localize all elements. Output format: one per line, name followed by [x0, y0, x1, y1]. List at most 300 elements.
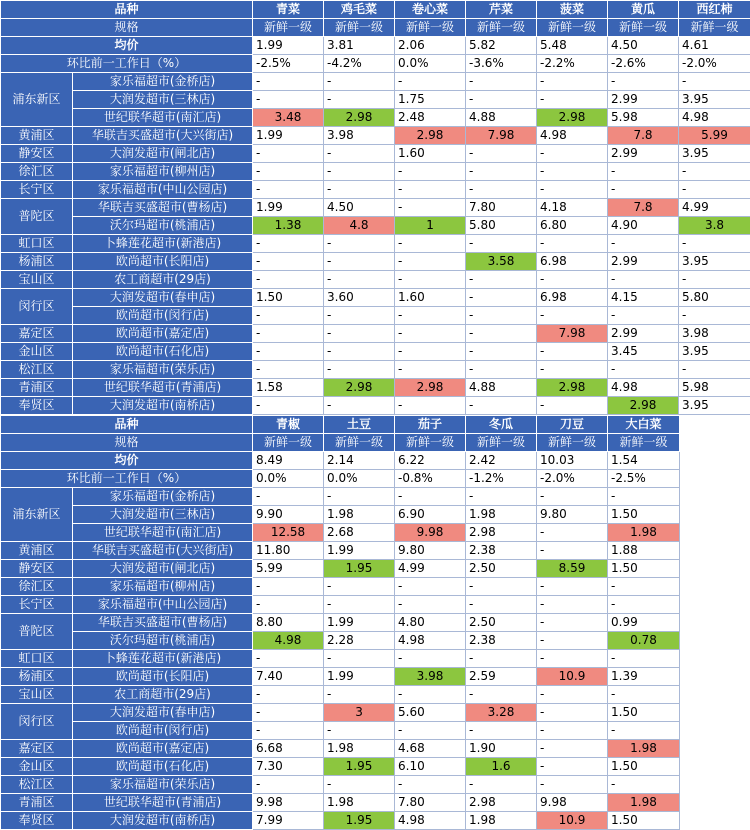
price-cell: - [679, 181, 750, 199]
price-cell: - [395, 722, 466, 740]
price-cell: 3.48 [253, 109, 324, 127]
spec-value: 新鲜一级 [253, 434, 324, 452]
vegetable-name: 大白菜 [608, 416, 680, 434]
price-cell: 1.50 [608, 758, 680, 776]
price-cell: - [466, 397, 537, 415]
district-name: 闵行区 [1, 289, 73, 325]
vegetable-name: 青菜 [253, 1, 324, 19]
district-name: 虹口区 [1, 650, 73, 668]
price-cell: 1.99 [324, 668, 395, 686]
price-cell: 0.78 [608, 632, 680, 650]
price-cell: - [324, 73, 395, 91]
price-cell: - [253, 776, 324, 794]
price-cell: - [324, 397, 395, 415]
store-name: 世纪联华超市(青浦店) [73, 379, 253, 397]
district-name: 金山区 [1, 758, 73, 776]
change-percent: -4.2% [324, 55, 395, 73]
variety-label: 品种 [1, 416, 253, 434]
store-name: 家乐福超市(中山公园店) [73, 181, 253, 199]
store-name: 华联吉买盛超市(大兴街店) [73, 542, 253, 560]
variety-label: 品种 [1, 1, 253, 19]
price-cell: 1.98 [608, 524, 680, 542]
store-name: 家乐福超市(柳州店) [73, 578, 253, 596]
price-cell: 1.98 [324, 794, 395, 812]
price-cell: - [324, 776, 395, 794]
price-cell: 3.95 [679, 145, 750, 163]
price-cell: - [537, 235, 608, 253]
price-cell: - [608, 488, 680, 506]
price-cell: 7.99 [253, 812, 324, 830]
price-cell: - [466, 91, 537, 109]
price-cell: - [395, 650, 466, 668]
price-cell: - [253, 397, 324, 415]
vegetable-name: 菠菜 [537, 1, 608, 19]
avg-price: 5.48 [537, 37, 608, 55]
price-cell: 2.98 [395, 379, 466, 397]
price-cell: - [466, 325, 537, 343]
price-cell: 1.39 [608, 668, 680, 686]
price-cell: 1.58 [253, 379, 324, 397]
price-cell: 2.38 [466, 542, 537, 560]
price-cell: - [537, 307, 608, 325]
spec-row [1, 19, 750, 37]
price-cell: 1.95 [324, 560, 395, 578]
price-cell: - [253, 361, 324, 379]
price-cell: - [253, 325, 324, 343]
store-name: 欧尚超市(长阳店) [73, 668, 253, 686]
store-name: 家乐福超市(荣乐店) [73, 361, 253, 379]
price-cell: 7.80 [395, 794, 466, 812]
price-cell: - [537, 740, 608, 758]
spec-row [1, 434, 680, 452]
price-cell: 2.50 [466, 560, 537, 578]
price-cell: 5.99 [253, 560, 324, 578]
price-cell: 1.75 [395, 91, 466, 109]
table-row [1, 127, 750, 145]
price-cell: - [608, 73, 679, 91]
price-cell: 1.99 [253, 199, 324, 217]
price-cell: 9.90 [253, 506, 324, 524]
price-cell: 4.99 [679, 199, 750, 217]
price-cell: - [253, 235, 324, 253]
change-row [1, 470, 680, 488]
vegetable-name: 青椒 [253, 416, 324, 434]
vegetable-name: 刀豆 [537, 416, 608, 434]
store-name: 卜蜂莲花超市(新港店) [73, 650, 253, 668]
store-name: 欧尚超市(嘉定店) [73, 325, 253, 343]
district-name: 虹口区 [1, 235, 73, 253]
price-cell: - [608, 181, 679, 199]
price-cell: 1.50 [608, 812, 680, 830]
price-cell: - [324, 722, 395, 740]
price-cell: - [324, 91, 395, 109]
price-cell: 6.80 [537, 217, 608, 235]
change-percent: 0.0% [324, 470, 395, 488]
price-cell: 4.98 [537, 127, 608, 145]
price-cell: - [679, 73, 750, 91]
price-cell: - [608, 776, 680, 794]
price-cell: - [395, 578, 466, 596]
price-cell: 4.8 [324, 217, 395, 235]
price-cell: - [466, 145, 537, 163]
spec-value: 新鲜一级 [253, 19, 324, 37]
district-name: 普陀区 [1, 614, 73, 650]
store-name: 农工商超市(29店) [73, 271, 253, 289]
table-row [1, 109, 750, 127]
price-cell: 3.98 [679, 325, 750, 343]
price-cell: 4.90 [608, 217, 679, 235]
price-cell: - [395, 397, 466, 415]
price-cell: - [537, 488, 608, 506]
price-cell: 3.58 [466, 253, 537, 271]
price-cell: - [253, 704, 324, 722]
price-cell: 6.98 [537, 253, 608, 271]
price-cell: - [679, 307, 750, 325]
price-cell: - [608, 163, 679, 181]
table-row [1, 722, 680, 740]
change-percent: -3.6% [466, 55, 537, 73]
spec-value: 新鲜一级 [395, 19, 466, 37]
price-cell: - [537, 73, 608, 91]
price-cell: - [466, 488, 537, 506]
price-cell: 4.88 [466, 109, 537, 127]
price-cell: - [466, 163, 537, 181]
price-cell: 5.80 [466, 217, 537, 235]
price-cell: - [253, 307, 324, 325]
price-cell: - [466, 235, 537, 253]
price-cell: 2.98 [466, 524, 537, 542]
change-row [1, 55, 750, 73]
price-cell: 8.59 [537, 560, 608, 578]
price-cell: 4.50 [324, 199, 395, 217]
spec-value: 新鲜一级 [466, 19, 537, 37]
price-cell: - [679, 361, 750, 379]
price-cell: 1.60 [395, 289, 466, 307]
spec-value: 新鲜一级 [395, 434, 466, 452]
price-cell: - [253, 596, 324, 614]
price-cell: 4.80 [395, 614, 466, 632]
price-cell: 7.40 [253, 668, 324, 686]
price-cell: 4.15 [608, 289, 679, 307]
price-table-2 [0, 415, 680, 830]
price-cell: - [537, 181, 608, 199]
table-row [1, 542, 680, 560]
price-cell: - [537, 632, 608, 650]
price-cell: 9.80 [537, 506, 608, 524]
table-row [1, 217, 750, 235]
table-row [1, 289, 750, 307]
avg-price: 1.99 [253, 37, 324, 55]
price-cell: - [324, 361, 395, 379]
price-cell: - [537, 758, 608, 776]
store-name: 欧尚超市(嘉定店) [73, 740, 253, 758]
table-row [1, 506, 680, 524]
price-cell: - [253, 343, 324, 361]
price-cell: - [395, 181, 466, 199]
price-cell: 1.38 [253, 217, 324, 235]
price-cell: - [537, 343, 608, 361]
price-cell: - [253, 578, 324, 596]
store-name: 世纪联华超市(南汇店) [73, 524, 253, 542]
price-cell: - [537, 704, 608, 722]
price-cell: - [466, 271, 537, 289]
store-name: 欧尚超市(闵行店) [73, 722, 253, 740]
price-cell: 2.28 [324, 632, 395, 650]
district-name: 静安区 [1, 145, 73, 163]
price-cell: 9.98 [253, 794, 324, 812]
price-cell: 1.88 [608, 542, 680, 560]
price-cell: 2.99 [608, 325, 679, 343]
price-cell: - [537, 686, 608, 704]
table-row [1, 524, 680, 542]
price-cell: - [466, 307, 537, 325]
price-cell: 4.98 [395, 812, 466, 830]
district-name: 长宁区 [1, 596, 73, 614]
avg-price: 2.14 [324, 452, 395, 470]
price-cell: 1.98 [608, 794, 680, 812]
price-cell: 3.98 [395, 668, 466, 686]
header-row [1, 416, 680, 434]
vegetable-name: 茄子 [395, 416, 466, 434]
table-row [1, 235, 750, 253]
price-cell: - [324, 343, 395, 361]
district-name: 奉贤区 [1, 397, 73, 415]
store-name: 卜蜂莲花超市(新港店) [73, 235, 253, 253]
store-name: 家乐福超市(荣乐店) [73, 776, 253, 794]
price-cell: - [253, 163, 324, 181]
price-cell: 1.99 [324, 542, 395, 560]
price-cell: - [253, 488, 324, 506]
price-cell: - [608, 307, 679, 325]
spec-value: 新鲜一级 [324, 434, 395, 452]
price-cell: 2.38 [466, 632, 537, 650]
price-cell: 2.98 [395, 127, 466, 145]
change-percent: 0.0% [253, 470, 324, 488]
price-cell: 6.68 [253, 740, 324, 758]
change-label: 环比前一工作日（%） [1, 55, 253, 73]
price-cell: - [608, 722, 680, 740]
price-cell: - [253, 650, 324, 668]
change-percent: -2.6% [608, 55, 679, 73]
price-cell: - [324, 578, 395, 596]
price-cell: 7.8 [608, 127, 679, 145]
price-cell: 9.98 [395, 524, 466, 542]
price-cell: 2.99 [608, 145, 679, 163]
price-cell: - [537, 397, 608, 415]
price-cell: - [466, 73, 537, 91]
avg-price: 2.06 [395, 37, 466, 55]
price-cell: 1.50 [253, 289, 324, 307]
district-name: 徐汇区 [1, 578, 73, 596]
price-cell: 3.95 [679, 343, 750, 361]
price-cell: 2.50 [466, 614, 537, 632]
table-row [1, 614, 680, 632]
table-row [1, 325, 750, 343]
table-row [1, 758, 680, 776]
price-cell: 5.98 [608, 109, 679, 127]
table-row [1, 704, 680, 722]
change-percent: -2.5% [253, 55, 324, 73]
price-cell: - [466, 686, 537, 704]
price-cell: 4.98 [608, 379, 679, 397]
header-row [1, 1, 750, 19]
price-cell: - [537, 163, 608, 181]
avg-price: 2.42 [466, 452, 537, 470]
table-row [1, 361, 750, 379]
table-row [1, 271, 750, 289]
price-cell: - [395, 199, 466, 217]
district-name: 普陀区 [1, 199, 73, 235]
change-percent: -2.0% [679, 55, 750, 73]
price-cell: - [395, 73, 466, 91]
store-name: 欧尚超市(长阳店) [73, 253, 253, 271]
price-cell: 2.98 [537, 109, 608, 127]
avg-label: 均价 [1, 452, 253, 470]
district-name: 黄浦区 [1, 127, 73, 145]
price-cell: 3.95 [679, 397, 750, 415]
price-cell: 1.98 [466, 812, 537, 830]
avg-price: 6.22 [395, 452, 466, 470]
price-cell: 1.95 [324, 758, 395, 776]
price-cell: 1.60 [395, 145, 466, 163]
district-name: 松江区 [1, 776, 73, 794]
district-name: 青浦区 [1, 379, 73, 397]
price-cell: - [324, 145, 395, 163]
district-name: 浦东新区 [1, 488, 73, 542]
vegetable-name: 鸡毛菜 [324, 1, 395, 19]
table-row [1, 163, 750, 181]
price-cell: - [253, 271, 324, 289]
price-cell: 1.50 [608, 506, 680, 524]
price-cell: 1.98 [324, 506, 395, 524]
vegetable-name: 芹菜 [466, 1, 537, 19]
table-row [1, 686, 680, 704]
price-cell: - [324, 650, 395, 668]
price-cell: - [395, 235, 466, 253]
price-cell: - [608, 271, 679, 289]
spec-label: 规格 [1, 19, 253, 37]
price-cell: 2.98 [466, 794, 537, 812]
table-row [1, 740, 680, 758]
store-name: 华联吉买盛超市(曹杨店) [73, 614, 253, 632]
price-cell: 1.99 [253, 127, 324, 145]
price-cell: - [253, 722, 324, 740]
store-name: 家乐福超市(金桥店) [73, 488, 253, 506]
district-name: 宝山区 [1, 271, 73, 289]
table-row [1, 632, 680, 650]
price-cell: - [537, 542, 608, 560]
price-cell: - [466, 343, 537, 361]
price-cell: 2.48 [395, 109, 466, 127]
price-cell: 1.98 [608, 740, 680, 758]
price-cell: 6.10 [395, 758, 466, 776]
price-cell: 4.88 [466, 379, 537, 397]
price-cell: - [466, 289, 537, 307]
price-cell: 4.99 [395, 560, 466, 578]
price-cell: 3.8 [679, 217, 750, 235]
price-cell: - [395, 596, 466, 614]
price-cell: - [395, 686, 466, 704]
change-percent: -1.2% [466, 470, 537, 488]
price-cell: - [324, 181, 395, 199]
price-cell: 7.30 [253, 758, 324, 776]
price-cell: 1.50 [608, 704, 680, 722]
table-row [1, 668, 680, 686]
avg-price: 4.50 [608, 37, 679, 55]
price-cell: - [466, 361, 537, 379]
spec-value: 新鲜一级 [466, 434, 537, 452]
price-cell: 1.98 [324, 740, 395, 758]
price-cell: 9.80 [395, 542, 466, 560]
price-cell: 3.45 [608, 343, 679, 361]
price-cell: 11.80 [253, 542, 324, 560]
price-cell: - [466, 596, 537, 614]
price-cell: 4.98 [679, 109, 750, 127]
store-name: 农工商超市(29店) [73, 686, 253, 704]
store-name: 世纪联华超市(青浦店) [73, 794, 253, 812]
price-cell: 12.58 [253, 524, 324, 542]
district-name: 宝山区 [1, 686, 73, 704]
price-cell: 7.98 [466, 127, 537, 145]
store-name: 大润发超市(春申店) [73, 289, 253, 307]
district-name: 闵行区 [1, 704, 73, 740]
price-cell: - [253, 91, 324, 109]
price-cell: - [537, 91, 608, 109]
price-cell: 1.90 [466, 740, 537, 758]
spec-value: 新鲜一级 [679, 19, 750, 37]
table-row [1, 776, 680, 794]
price-cell: 1.99 [324, 614, 395, 632]
price-cell: - [253, 253, 324, 271]
table-row [1, 181, 750, 199]
price-cell: - [466, 776, 537, 794]
price-cell: 1 [395, 217, 466, 235]
store-name: 家乐福超市(柳州店) [73, 163, 253, 181]
price-cell: - [537, 596, 608, 614]
spec-value: 新鲜一级 [537, 434, 608, 452]
price-cell: 5.99 [679, 127, 750, 145]
table-row [1, 397, 750, 415]
price-cell: - [466, 578, 537, 596]
district-name: 嘉定区 [1, 740, 73, 758]
price-cell: 10.9 [537, 668, 608, 686]
price-cell: - [395, 343, 466, 361]
price-cell: - [395, 325, 466, 343]
district-name: 杨浦区 [1, 253, 73, 271]
avg-row [1, 37, 750, 55]
price-cell: - [537, 361, 608, 379]
price-cell: - [466, 181, 537, 199]
price-cell: 3.28 [466, 704, 537, 722]
price-cell: 5.80 [679, 289, 750, 307]
avg-price: 8.49 [253, 452, 324, 470]
price-cell: 2.59 [466, 668, 537, 686]
price-cell: - [537, 524, 608, 542]
table-row [1, 91, 750, 109]
price-cell: - [395, 271, 466, 289]
district-name: 嘉定区 [1, 325, 73, 343]
price-cell: - [537, 614, 608, 632]
district-name: 青浦区 [1, 794, 73, 812]
district-name: 奉贤区 [1, 812, 73, 830]
avg-price: 10.03 [537, 452, 608, 470]
price-cell: - [608, 686, 680, 704]
price-cell: - [395, 253, 466, 271]
price-cell: - [324, 307, 395, 325]
table-row [1, 650, 680, 668]
vegetable-name: 西红柿 [679, 1, 750, 19]
price-cell: - [537, 271, 608, 289]
